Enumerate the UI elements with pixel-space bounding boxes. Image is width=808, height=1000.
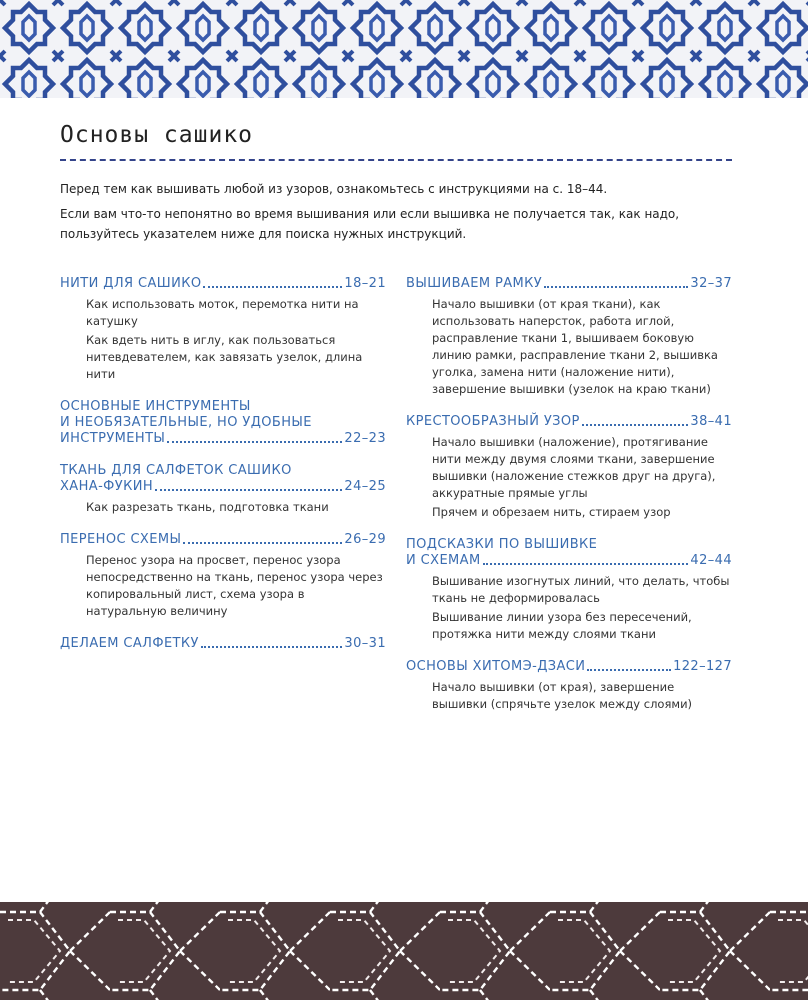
toc-subtopics — [432, 679, 732, 713]
intro-paragraph-1: Перед тем как вышивать любой из узоров, ознакомьтесь с инструкциями на с. 18–44. — [60, 182, 608, 196]
toc-page-range: 22–23 — [344, 431, 386, 446]
toc-dot-leader — [544, 286, 688, 288]
toc-dot-leader — [201, 646, 343, 648]
toc-dot-leader — [155, 489, 342, 491]
toc-heading-row — [60, 431, 386, 447]
toc-section — [60, 532, 386, 620]
toc-section — [406, 276, 732, 398]
bottom-fabric-band — [0, 902, 808, 1000]
toc-subtopic-text: Начало вышивки (от края), завершение вышивки (спрячьте узелок между слоями) — [432, 680, 693, 711]
toc-subtopic-text: Начало вышивки (от края ткани), как использовать наперсток, работа иглой, расправление ткани 1, вышиваем боковую линию рамки, расправление ткани 2, вышивка уголка, замена нити (наложение нити), завершение вышивки (узелок на краю ткани) — [432, 297, 718, 396]
toc-page-range: 32–37 — [690, 276, 732, 291]
toc-heading — [406, 659, 732, 675]
toc-section — [60, 399, 386, 447]
toc-section — [60, 636, 386, 652]
toc-dot-leader — [582, 424, 689, 426]
toc-page-range: 24–25 — [344, 479, 386, 494]
toc-heading-line: ДЕЛАЕМ САЛФЕТКУ — [60, 636, 199, 651]
toc-heading-line: ВЫШИВАЕМ РАМКУ — [406, 276, 543, 291]
toc-subtopic-text: Как разрезать ткань, подготовка ткани — [86, 500, 329, 514]
toc-dot-leader — [183, 542, 342, 544]
toc-subtopic-text: Как использовать моток, перемотка нити на катушку — [86, 297, 359, 328]
toc-subtopic-text: Перенос узора на просвет, перенос узора непосредственно на ткань, перенос узора через копировальный лист, схема узора в натуральную величину — [86, 553, 383, 618]
toc-heading-line: ТКАНЬ ДЛЯ САЛФЕТОК САШИКО — [60, 463, 292, 478]
toc-page-range: 18–21 — [344, 276, 386, 291]
toc-section — [406, 414, 732, 521]
toc-heading-line: КРЕСТООБРАЗНЫЙ УЗОР — [406, 414, 580, 429]
toc-subtopic-text: Как вдеть нить в иглу, как пользоваться нитевдевателем, как завязать узелок, длина нити — [86, 333, 363, 381]
toc-subtopics — [432, 573, 732, 643]
toc-heading-line: НИТИ ДЛЯ САШИКО — [60, 276, 202, 291]
toc-dot-leader — [203, 286, 342, 288]
toc-heading-row — [60, 636, 386, 652]
toc-heading — [60, 276, 386, 292]
toc-subtopic-text: Прячем и обрезаем нить, стираем узор — [432, 505, 671, 519]
toc-page-range: 42–44 — [690, 553, 732, 568]
toc-left-column — [60, 276, 386, 668]
toc-subtopic-text: Вышивание изогнутых линий, что делать, чтобы ткань не деформировалась — [432, 574, 730, 605]
toc-heading-line: ОСНОВЫ ХИТОМЭ-ДЗАСИ — [406, 659, 586, 674]
toc-right-column — [406, 276, 732, 729]
toc-heading-line: ОСНОВНЫЕ ИНСТРУМЕНТЫ — [60, 399, 251, 414]
toc-subtopics — [86, 552, 386, 620]
toc-heading-line: ПЕРЕНОС СХЕМЫ — [60, 532, 182, 547]
toc-heading-row — [406, 414, 732, 430]
toc-dot-leader — [483, 563, 689, 565]
toc-heading — [406, 414, 732, 430]
toc-heading — [60, 399, 386, 447]
intro-paragraph-2: Если вам что-то непонятно во время вышивания или если вышивка не получается так, как надо, пользуйтесь указателем ниже для поиска нужных инструкций. — [60, 207, 680, 241]
toc-heading-row — [60, 532, 386, 548]
toc-section — [60, 276, 386, 383]
toc-page-range: 122–127 — [673, 659, 732, 674]
title-dashed-rule — [60, 159, 732, 161]
toc-heading-row — [60, 479, 386, 495]
toc-heading-row — [406, 553, 732, 569]
page-title: Основы сашико — [60, 122, 254, 148]
toc-heading-line: ИНСТРУМЕНТЫ — [60, 431, 166, 446]
toc-heading — [60, 636, 386, 652]
toc-section — [60, 463, 386, 516]
toc-heading — [60, 463, 386, 495]
toc-heading — [406, 537, 732, 569]
toc-heading-row — [60, 276, 386, 292]
toc-heading — [60, 532, 386, 548]
toc-heading-line: И СХЕМАМ — [406, 553, 481, 568]
toc-dot-leader — [167, 441, 342, 443]
toc-subtopic-text: Начало вышивки (наложение), протягивание нити между двумя слоями ткани, завершение вышивки (наложение стежков друг на друга), аккуратные прямые углы — [432, 435, 716, 500]
toc-heading-line: ХАНА-ФУКИН — [60, 479, 154, 494]
top-sashiko-embroidery-band — [0, 0, 808, 98]
toc-subtopics — [86, 296, 386, 383]
toc-heading-row — [406, 659, 732, 675]
toc-heading-row — [406, 276, 732, 292]
toc-subtopics — [432, 434, 732, 521]
toc-subtopics — [432, 296, 732, 398]
toc-heading — [406, 276, 732, 292]
toc-page-range: 38–41 — [690, 414, 732, 429]
toc-dot-leader — [587, 669, 671, 671]
toc-section — [406, 537, 732, 643]
toc-subtopics — [86, 499, 386, 516]
toc-subtopic-text: Вышивание линии узора без пересечений, протяжка нити между слоями ткани — [432, 610, 692, 641]
toc-heading-line: ПОДСКАЗКИ ПО ВЫШИВКЕ — [406, 537, 598, 552]
toc-heading-line: И НЕОБЯЗАТЕЛЬНЫЕ, НО УДОБНЫЕ — [60, 415, 312, 430]
toc-section — [406, 659, 732, 713]
toc-page-range: 30–31 — [344, 636, 386, 651]
toc-page-range: 26–29 — [344, 532, 386, 547]
